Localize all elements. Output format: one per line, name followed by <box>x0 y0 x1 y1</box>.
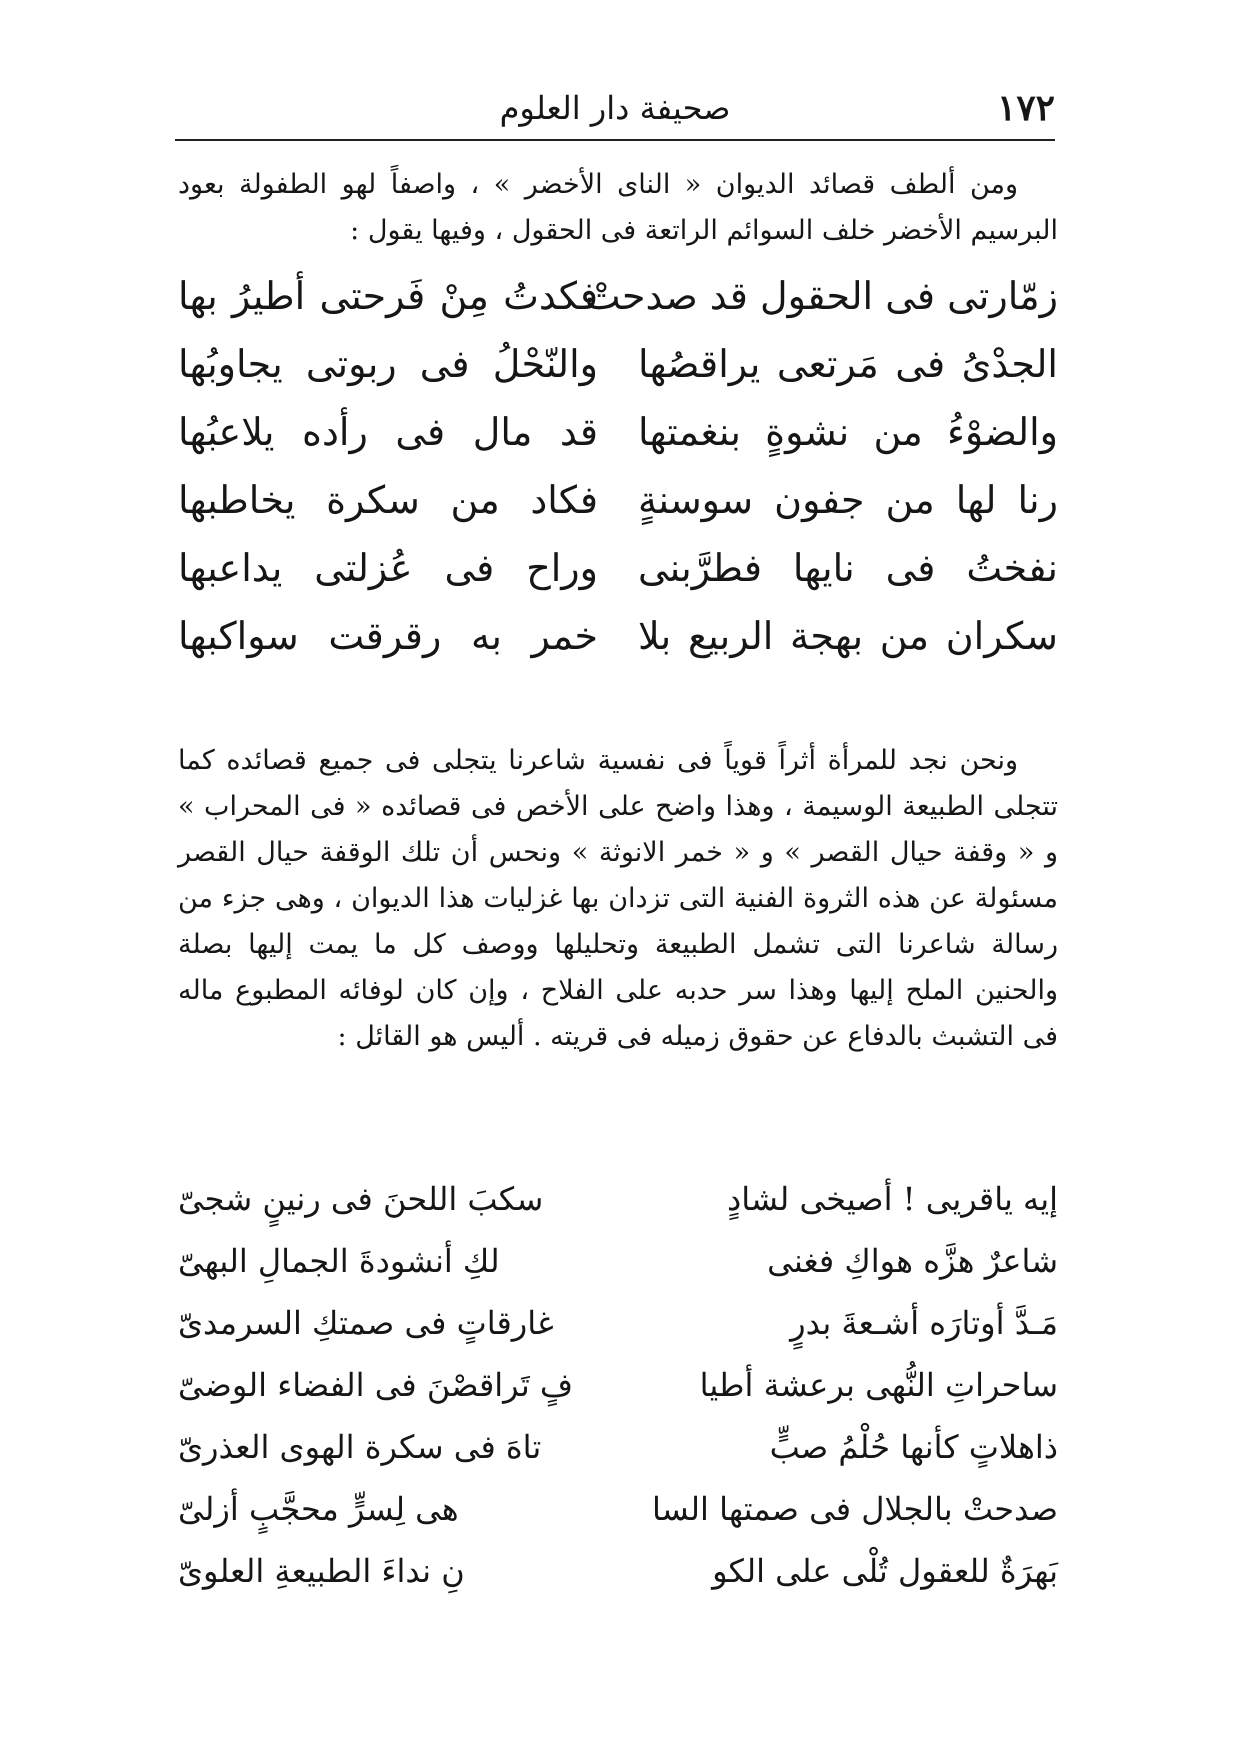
first-hemistich: بَهرَةٌ للعقول تُلْى على الكو <box>712 1552 1058 1590</box>
first-hemistich: سكران من بهجة الربيع بلا <box>638 614 1058 658</box>
second-hemistich: هى لِسرٍّ محجَّبٍ أزلىّ <box>178 1490 459 1528</box>
verse-line <box>178 1540 1058 1602</box>
journal-title: صحيفة دار العلوم <box>499 89 731 127</box>
first-hemistich: صدحتْ بالجلال فى صمتها السا <box>652 1490 1058 1528</box>
intro-paragraph: ومن ألطف قصائد الديوان « الناى الأخضر » ، واصفاً لهو الطفولة بعود البرسيم الأخضر خلف السوائم الراتعة فى الحقول ، وفيها يقول : <box>178 169 1058 246</box>
first-hemistich: إيه ياقريى ! أصيخى لشادٍ <box>726 1180 1058 1218</box>
second-hemistich: فكاد من سكرة يخاطبها <box>178 478 598 522</box>
first-hemistich: والضوْءُ من نشوةٍ بنغمتها <box>638 410 1058 454</box>
second-hemistich: تاهَ فى سكرة الهوى العذرىّ <box>178 1428 542 1466</box>
first-hemistich: زمّارتى فى الحقول قد صدحتْ <box>584 274 1058 318</box>
verse-line <box>178 1168 1058 1230</box>
running-head <box>175 80 1055 136</box>
verse-line <box>178 1230 1058 1292</box>
second-hemistich: لكِ أنشودةَ الجمالِ البهىّ <box>178 1242 500 1280</box>
poem-two <box>178 1168 1058 1602</box>
verse-line <box>178 1478 1058 1540</box>
second-hemistich: وراح فى عُزلتى يداعبها <box>178 546 598 590</box>
second-hemistich: قد مال فى رأده يلاعبُها <box>178 410 598 454</box>
header-rule <box>175 139 1055 141</box>
first-hemistich: شاعرٌ هزَّه هواكِ فغنى <box>767 1242 1058 1280</box>
second-hemistich: والنّحْلُ فى ربوتى يجاوبُها <box>178 342 598 386</box>
first-hemistich: ساحراتِ النُّهى برعشة أطيا <box>699 1366 1058 1404</box>
poem-one <box>178 262 1058 670</box>
second-hemistich: فكدتُ مِنْ فَرحتى أطيرُ بها <box>178 274 598 318</box>
verse-line <box>178 398 1058 466</box>
second-hemistich: سكبَ اللحنَ فى رنينٍ شجىّ <box>178 1180 544 1218</box>
first-hemistich: الجدْىُ فى مَرتعى يراقصُها <box>638 342 1058 386</box>
first-hemistich: ذاهلاتٍ كأنها حُلْمُ صبٍّ <box>769 1428 1058 1466</box>
verse-line <box>178 1416 1058 1478</box>
first-hemistich: رنا لها من جفون سوسنةٍ <box>638 478 1058 522</box>
verse-line <box>178 466 1058 534</box>
verse-line <box>178 262 1058 330</box>
first-hemistich: مَـدَّ أوتارَه أشـعةَ بدرٍ <box>790 1304 1058 1342</box>
second-hemistich: غارقاتٍ فى صمتكِ السرمدىّ <box>178 1304 554 1342</box>
second-hemistich: نِ نداءَ الطبيعةِ العلوىّ <box>178 1552 465 1590</box>
verse-line <box>178 1292 1058 1354</box>
middle-paragraph: ونحن نجد للمرأة أثراً قوياً فى نفسية شاعرنا يتجلى فى جميع قصائده كما تتجلى الطبيعة الوسيمة ، وهذا واضح على الأخص فى قصائده « فى المحراب » و « وقفة حيال القصر » و « خمر الانوثة » ونحس أن تلك الوقفة حيال القصر مسئولة عن هذه الثروة الفنية التى تزدان بها غزليات هذا الديوان ، وهى جزء من رسالة شاعرنا التى تشمل الطبيعة وتحليلها ووصف كل ما يمت إليها بصلة والحنين الملح إليها وهذا سر حدبه على الفلاح ، وإن كان لوفائه المطبوع ماله فى التشبث بالدفاع عن حقوق زميله فى قريته . أليس هو القائل : <box>178 745 1058 1052</box>
second-hemistich: خمر به رقرقت سواكبها <box>178 614 598 658</box>
verse-line <box>178 330 1058 398</box>
verse-line <box>178 534 1058 602</box>
second-hemistich: فٍ تَراقصْنَ فى الفضاء الوضىّ <box>178 1366 574 1404</box>
first-hemistich: نفختُ فى نايها فطرَّبنى <box>638 546 1058 590</box>
verse-line <box>178 602 1058 670</box>
page-number: ١٧٢ <box>996 87 1055 129</box>
verse-line <box>178 1354 1058 1416</box>
